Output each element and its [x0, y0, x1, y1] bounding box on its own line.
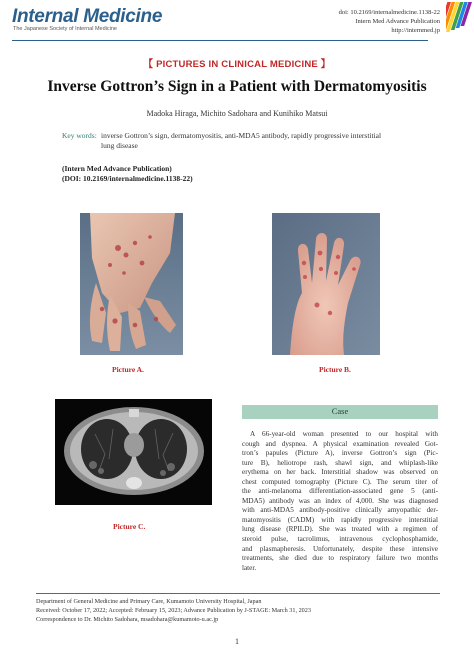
- case-body-line: ture B), heliotrope rash, shawl sign, and whiplash-like: [242, 458, 438, 467]
- color-stripes-logo: [446, 0, 474, 40]
- publication-line: (Intern Med Advance Publication): [62, 164, 172, 173]
- case-body-line: cough and dyspnea. A physical examination revealed Got-: [242, 439, 438, 448]
- authors: Madoka Hiraga, Michito Sadohara and Kunihiko Matsui: [146, 109, 328, 118]
- keywords-line: lung disease: [101, 141, 138, 150]
- affiliation: Department of General Medicine and Primary Care, Kumamoto University Hospital, Japan: [36, 598, 262, 605]
- correspondence: Correspondence to Dr. Michito Sadohara, msadohara@kumamoto-u.ac.jp: [36, 616, 219, 624]
- doi-line: doi: 10.2169/internalmedicine.1138-22: [338, 9, 440, 16]
- keywords-text: [101, 131, 421, 151]
- doi-citation: (DOI: 10.2169/internalmedicine.1138-22): [62, 174, 193, 183]
- picture-a-image: [80, 213, 183, 355]
- case-body-line: the anti-melanoma differentiation-associated gene 5 (anti-: [242, 487, 438, 496]
- picture-b-image: [272, 213, 380, 355]
- case-body-line: treatments, she died due to respiratory failure two months: [242, 554, 438, 563]
- case-body-line: matomyositis (CADM) with rapidly progressive interstitial: [242, 515, 438, 524]
- journal-subtitle: The Japanese Society of Internal Medicine: [13, 26, 117, 32]
- case-body-line: with anti-MDA5 antibody-positive clinically amyopathic der-: [242, 506, 438, 515]
- journal-url[interactable]: http://internmed.jp: [391, 27, 440, 34]
- keywords-label: Key words:: [62, 131, 97, 140]
- article-title: Inverse Gottron’s Sign in a Patient with Dermatomyositis: [47, 78, 427, 95]
- journal-title: Internal Medicine: [12, 6, 163, 27]
- case-body-line: later.: [242, 563, 257, 572]
- section-tag: 【 PICTURES IN CLINICAL MEDICINE 】: [143, 59, 331, 70]
- case-body-line: A 66-year-old woman presented to our hospital with: [250, 430, 438, 438]
- footer-notes: [36, 597, 311, 625]
- case-body: [242, 430, 438, 573]
- case-body-line: chest computed tomography (Picture C). The serum titer of: [242, 477, 438, 486]
- dates: Received: October 17, 2022; Accepted: February 15, 2023; Advance Publication by J-STAGE: March 31, 2023: [36, 607, 311, 615]
- caption-picture-a: Picture A.: [112, 365, 144, 374]
- caption-picture-b: Picture B.: [319, 365, 351, 374]
- case-body-line: lung disease (RPILD). She was treated with a regimen of: [242, 525, 438, 534]
- footer-divider: [36, 593, 440, 594]
- header-doi-block: [306, 8, 440, 35]
- case-body-line: steroid pulse, tacrolimus, intravenous cyclophosphamide,: [242, 535, 438, 544]
- case-body-line: tron’s papules (Picture A), inverse Gottron’s sign (Pic-: [242, 449, 438, 458]
- advance-publication-line: Intern Med Advance Publication: [355, 18, 440, 25]
- keywords-line: inverse Gottron’s sign, dermatomyositis, anti-MDA5 antibody, rapidly progressive interstitial: [101, 131, 382, 140]
- case-heading: Case: [331, 406, 349, 416]
- case-body-line: erythema on her back. Interstitial shadow was observed on: [242, 468, 438, 477]
- caption-picture-c: Picture C.: [113, 522, 146, 531]
- publication-info: [62, 164, 193, 184]
- case-body-line: and plasmapheresis. Unfortunately, despite these intensive: [242, 544, 438, 553]
- header-divider: [12, 40, 428, 41]
- page-number: 1: [235, 637, 239, 646]
- case-body-line: MDA5) antibody was an index of 4,000. She was diagnosed: [242, 496, 438, 505]
- picture-c-image: [55, 399, 212, 505]
